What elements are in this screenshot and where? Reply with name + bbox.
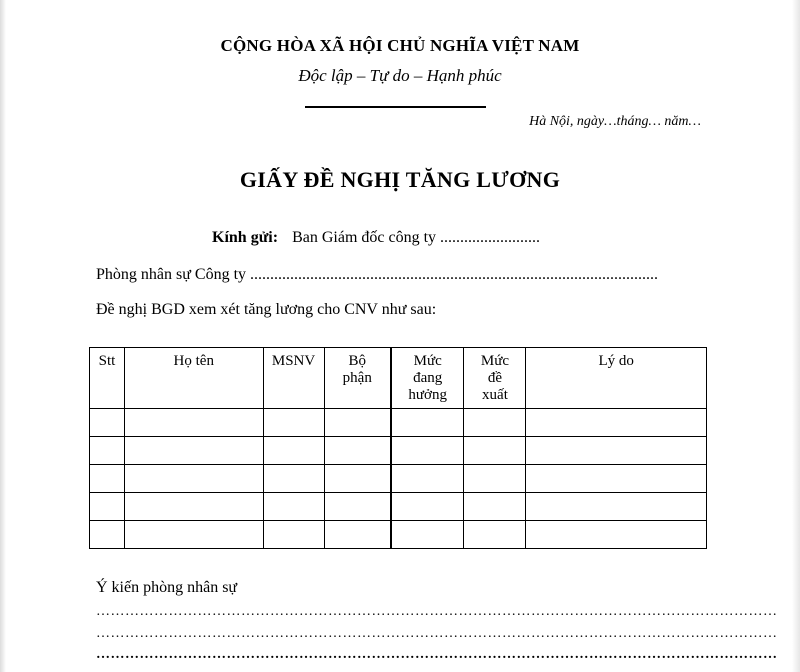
- table-cell[interactable]: [526, 493, 707, 521]
- table-cell[interactable]: [124, 437, 263, 465]
- table-cell[interactable]: [391, 409, 464, 437]
- table-cell[interactable]: [526, 409, 707, 437]
- table-cell[interactable]: [124, 521, 263, 549]
- place-date: Hà Nội, ngày…tháng… năm…: [529, 114, 701, 129]
- table-cell[interactable]: [263, 493, 324, 521]
- page-shadow-right: [792, 0, 800, 672]
- department-line: Phòng nhân sự Công ty ......................................................................................................: [96, 266, 659, 283]
- table-cell[interactable]: [263, 521, 324, 549]
- dotted-line: ……………………………………………………………………………………………………………………………: [96, 604, 778, 619]
- header-stt: Stt: [90, 348, 125, 409]
- salutation: [212, 229, 540, 247]
- hr-opinion-label: Ý kiến phòng nhân sự: [96, 579, 238, 596]
- table-cell[interactable]: [124, 493, 263, 521]
- header-current-salary: Mức đang hưởng: [391, 348, 464, 409]
- table-cell[interactable]: [90, 465, 125, 493]
- salary-table: [89, 347, 707, 549]
- salutation-text: Ban Giám đốc công ty .........................: [292, 229, 541, 246]
- table-row: [90, 437, 707, 465]
- table-row: [90, 521, 707, 549]
- table-cell[interactable]: [324, 437, 391, 465]
- table-cell[interactable]: [324, 409, 391, 437]
- header-reason: Lý do: [526, 348, 707, 409]
- table-row: [90, 493, 707, 521]
- table-cell[interactable]: [464, 437, 526, 465]
- table-header-row: [90, 348, 707, 409]
- table-cell[interactable]: [464, 521, 526, 549]
- table-cell[interactable]: [526, 521, 707, 549]
- table-row: [90, 465, 707, 493]
- header-department: Bộ phận: [324, 348, 391, 409]
- table-cell[interactable]: [464, 465, 526, 493]
- table-cell[interactable]: [464, 409, 526, 437]
- proposal-line: Đề nghị BGD xem xét tăng lương cho CNV như sau:: [96, 301, 437, 318]
- heading-underline: [305, 106, 486, 108]
- table-cell[interactable]: [90, 409, 125, 437]
- table-cell[interactable]: [526, 465, 707, 493]
- table-cell[interactable]: [391, 521, 464, 549]
- nation-heading: CỘNG HÒA XÃ HỘI CHỦ NGHĨA VIỆT NAM: [220, 36, 580, 55]
- header-full-name: Họ tên: [124, 348, 263, 409]
- page-shadow-left: [0, 0, 6, 672]
- table-cell[interactable]: [464, 493, 526, 521]
- table-cell[interactable]: [263, 437, 324, 465]
- table-cell[interactable]: [324, 465, 391, 493]
- table-cell[interactable]: [324, 521, 391, 549]
- document-title: GIẤY ĐỀ NGHỊ TĂNG LƯƠNG: [239, 167, 561, 192]
- table-cell[interactable]: [90, 493, 125, 521]
- table-cell[interactable]: [90, 437, 125, 465]
- motto: Độc lập – Tự do – Hạnh phúc: [298, 66, 502, 85]
- header-employee-id: MSNV: [263, 348, 324, 409]
- table-row: [90, 409, 707, 437]
- table-cell[interactable]: [124, 465, 263, 493]
- dotted-line: ……………………………………………………………………………………………………………………………: [96, 647, 778, 662]
- dotted-line: ……………………………………………………………………………………………………………………………: [96, 626, 778, 641]
- table-cell[interactable]: [263, 409, 324, 437]
- table-cell[interactable]: [391, 465, 464, 493]
- salutation-label: Kính gửi:: [212, 229, 279, 246]
- table-cell[interactable]: [391, 437, 464, 465]
- table-cell[interactable]: [263, 465, 324, 493]
- table-cell[interactable]: [526, 437, 707, 465]
- table-cell[interactable]: [124, 409, 263, 437]
- header-proposed-salary: Mức đề xuất: [464, 348, 526, 409]
- table-cell[interactable]: [90, 521, 125, 549]
- table-cell[interactable]: [324, 493, 391, 521]
- table-cell[interactable]: [391, 493, 464, 521]
